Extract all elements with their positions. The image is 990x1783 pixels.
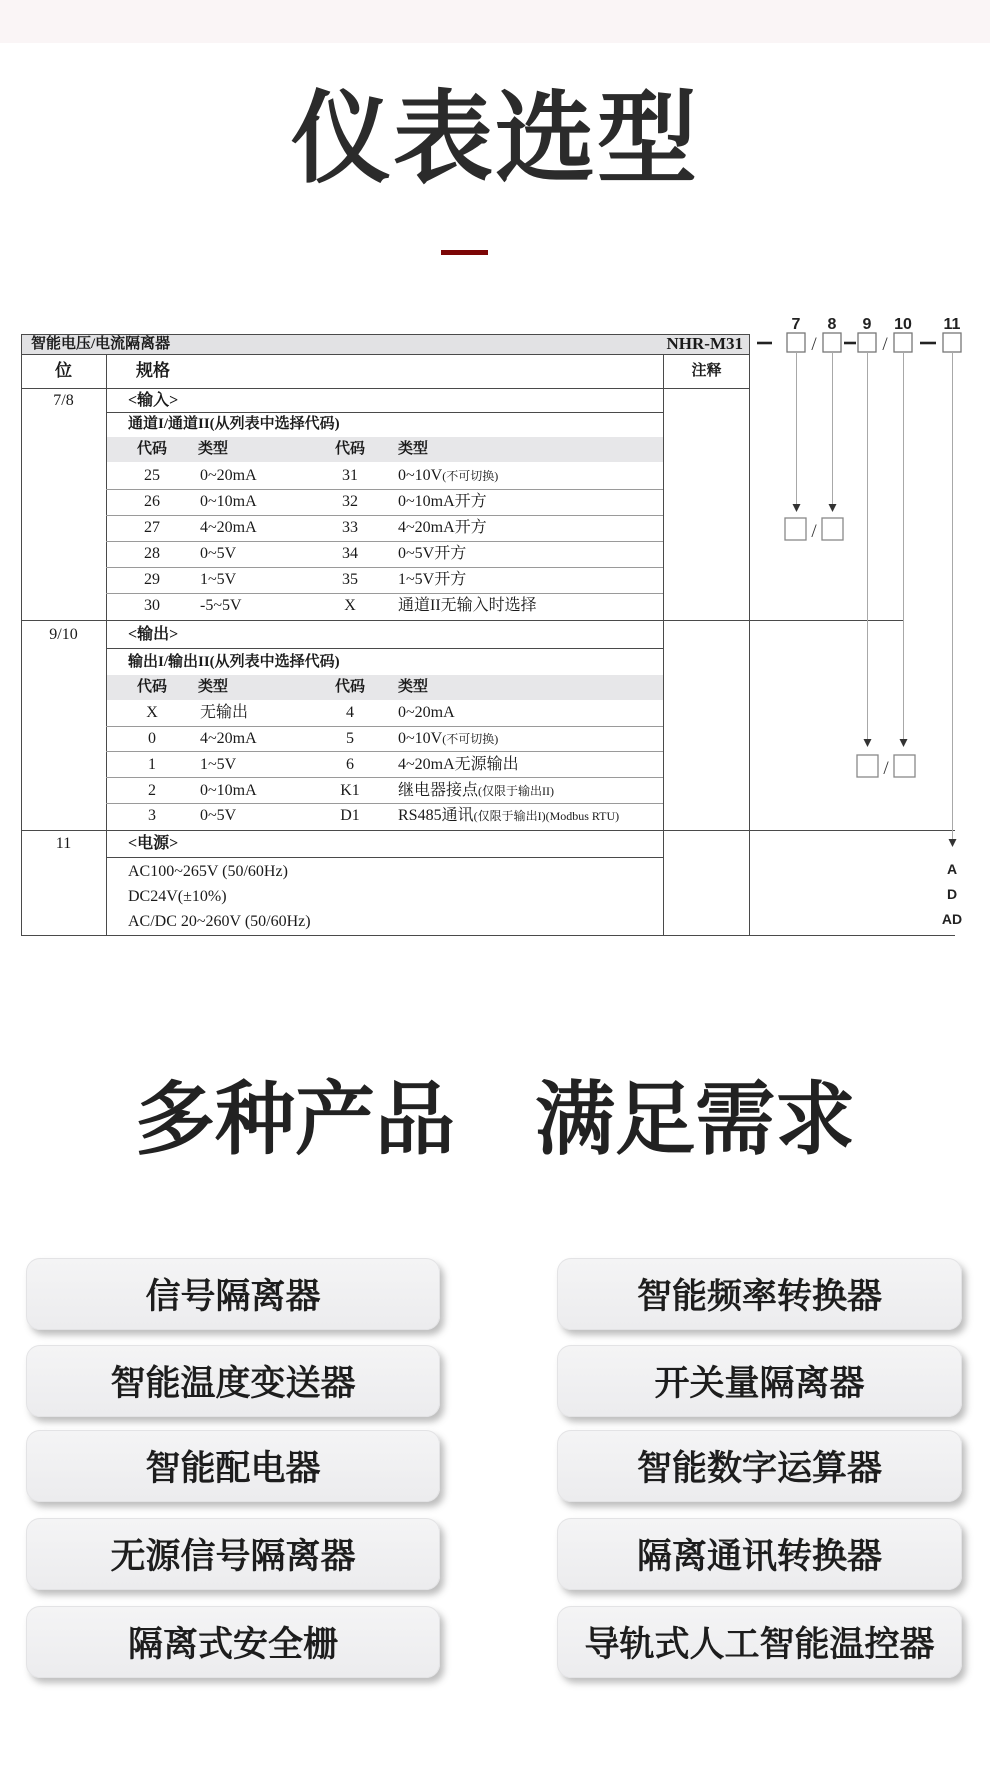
digit-11: 11 — [943, 316, 961, 333]
digit-7: 7 — [791, 316, 801, 333]
output-code-header-2: 代码 — [334, 679, 365, 695]
output-channel-box-2 — [894, 755, 915, 777]
input-row-code2: 34 — [342, 545, 358, 562]
input-type-header-2: 类型 — [398, 441, 429, 457]
input-row-code2: 32 — [342, 493, 358, 510]
output-row-code1: 3 — [148, 807, 156, 824]
product-button-distributor[interactable] — [26, 1430, 440, 1502]
input-row-code1: 25 — [144, 467, 160, 484]
table-product-name: 智能电压/电流隔离器 — [31, 336, 171, 352]
slash-7-8: / — [811, 334, 817, 355]
input-row-type2: 0~10V(不可切换) — [398, 467, 499, 484]
input-channel-label: 通道I/通道II(从列表中选择代码) — [128, 416, 340, 432]
product-button-label: 隔离通讯转换器 — [636, 1537, 882, 1576]
col-header-spec: 规格 — [136, 361, 170, 380]
input-row-type2: 0~5V开方 — [398, 545, 467, 562]
power-code-ad: AD — [941, 911, 963, 927]
code-box-10 — [894, 333, 912, 352]
output-channel-label: 输出I/输出II(从列表中选择代码) — [128, 654, 340, 670]
output-row-code2: K1 — [340, 782, 360, 799]
product-button-frequency-converter[interactable] — [557, 1258, 962, 1330]
input-row-type1: 0~5V — [200, 545, 237, 562]
output-row-code1: X — [146, 704, 158, 721]
digit-labels — [792, 316, 961, 333]
product-button-temp-transmitter[interactable] — [26, 1345, 440, 1417]
input-row-code2: 35 — [342, 571, 358, 588]
output-code-header-1: 代码 — [136, 679, 167, 695]
output-position: 9/10 — [49, 626, 78, 643]
input-code-header-2: 代码 — [334, 441, 365, 457]
input-row-code2: 33 — [342, 519, 358, 536]
output-row-code2: D1 — [340, 807, 360, 824]
product-button-label: 智能配电器 — [145, 1449, 321, 1488]
power-option: DC24V(±10%) — [128, 888, 227, 905]
product-button-safety-barrier[interactable] — [26, 1606, 440, 1678]
page-title: 仪表选型 — [291, 83, 699, 195]
power-section-label: <电源> — [128, 835, 179, 852]
product-button-label: 开关量隔离器 — [654, 1364, 865, 1403]
down-arrow-heads — [793, 504, 957, 847]
output-section-label: <输出> — [128, 626, 179, 643]
input-row-type2: 1~5V开方 — [398, 571, 467, 588]
product-button-label: 无源信号隔离器 — [110, 1537, 356, 1576]
product-button-label: 智能温度变送器 — [110, 1364, 356, 1403]
input-row-code2: X — [344, 597, 356, 614]
down-arrow-10 — [900, 739, 908, 747]
product-button-comm-converter[interactable] — [557, 1518, 962, 1590]
slash-output-boxes: / — [883, 758, 889, 779]
output-row-type2: 4~20mA无源输出 — [398, 756, 519, 773]
product-button-label: 智能频率转换器 — [636, 1277, 882, 1316]
input-row-code1: 30 — [144, 597, 160, 614]
input-section-label: <输入> — [128, 392, 179, 409]
col-header-note: 注释 — [691, 363, 722, 379]
output-row-code2: 5 — [346, 730, 354, 747]
output-row-type2: RS485通讯(仅限于输出I)(Modbus RTU) — [398, 807, 620, 824]
power-code-labels — [942, 861, 962, 927]
col-header-position: 位 — [55, 361, 72, 380]
output-row-type1: 4~20mA — [200, 730, 257, 747]
output-row-type1: 无输出 — [200, 704, 249, 721]
code-box-8 — [823, 333, 841, 352]
output-row-type2: 0~20mA — [398, 704, 455, 721]
power-code-a: A — [946, 861, 958, 877]
table-model-number: NHR-M31 — [666, 334, 743, 353]
power-option: AC100~265V (50/60Hz) — [128, 863, 288, 880]
output-row-code1: 2 — [148, 782, 156, 799]
table-row-dividers — [106, 490, 663, 804]
output-row-type2: 0~10V(不可切换) — [398, 730, 499, 747]
output-row-type1: 0~5V — [200, 807, 237, 824]
products-heading: 多种产品 满足需求 — [135, 1075, 855, 1164]
input-channel-box-1 — [785, 518, 806, 540]
product-button-label: 信号隔离器 — [145, 1277, 321, 1316]
input-row-type1: 0~10mA — [200, 493, 257, 510]
product-button-passive-signal-isolator[interactable] — [26, 1518, 440, 1590]
code-box-11 — [943, 333, 961, 352]
product-button-label: 智能数字运算器 — [636, 1449, 882, 1488]
slash-input-boxes: / — [811, 521, 817, 542]
down-arrow-8 — [829, 504, 837, 512]
input-row-type1: 4~20mA — [200, 519, 257, 536]
output-row-code2: 4 — [346, 704, 354, 721]
input-row-type1: 1~5V — [200, 571, 237, 588]
input-row-code1: 26 — [144, 493, 160, 510]
output-row-type1: 0~10mA — [200, 782, 257, 799]
product-button-digital-calculator[interactable] — [557, 1430, 962, 1502]
input-row-code2: 31 — [342, 467, 358, 484]
power-position: 11 — [55, 835, 72, 852]
output-type-header-1: 类型 — [198, 679, 229, 695]
output-row-code1: 0 — [148, 730, 156, 747]
input-row-type2: 0~10mA开方 — [398, 493, 487, 510]
input-row-type2: 4~20mA开方 — [398, 519, 487, 536]
input-row-code1: 29 — [144, 571, 160, 588]
output-channel-box-1 — [857, 755, 878, 777]
product-button-rail-temp-controller[interactable] — [557, 1606, 962, 1678]
output-row-type1: 1~5V — [200, 756, 237, 773]
product-button-switch-isolator[interactable] — [557, 1345, 962, 1417]
code-box-7 — [787, 333, 805, 352]
down-arrow-11 — [949, 839, 957, 847]
output-type-header-2: 类型 — [398, 679, 429, 695]
input-row-type1: -5~5V — [200, 597, 242, 614]
output-row-code1: 1 — [148, 756, 156, 773]
input-position: 7/8 — [53, 392, 74, 409]
output-row-code2: 6 — [346, 756, 354, 773]
code-box-9 — [858, 333, 876, 352]
power-code-d: D — [946, 886, 958, 902]
input-row-type1: 0~20mA — [200, 467, 257, 484]
product-button-label: 导轨式人工智能温控器 — [584, 1625, 935, 1664]
down-arrow-9 — [864, 739, 872, 747]
input-row-code1: 28 — [144, 545, 160, 562]
input-row-type2: 通道II无输入时选择 — [398, 597, 537, 614]
power-option: AC/DC 20~260V (50/60Hz) — [128, 913, 311, 930]
output-row-type2: 继电器接点(仅限于输出II) — [398, 782, 555, 799]
digit-9: 9 — [862, 316, 872, 333]
slash-9-10: / — [882, 334, 888, 355]
digit-10: 10 — [894, 316, 912, 333]
input-channel-box-2 — [822, 518, 843, 540]
product-button-label: 隔离式安全栅 — [127, 1625, 338, 1664]
product-button-signal-isolator[interactable] — [26, 1258, 440, 1330]
digit-8: 8 — [827, 316, 837, 333]
input-type-header-1: 类型 — [198, 441, 229, 457]
input-code-header-1: 代码 — [136, 441, 167, 457]
input-row-code1: 27 — [144, 519, 160, 536]
down-arrow-7 — [793, 504, 801, 512]
